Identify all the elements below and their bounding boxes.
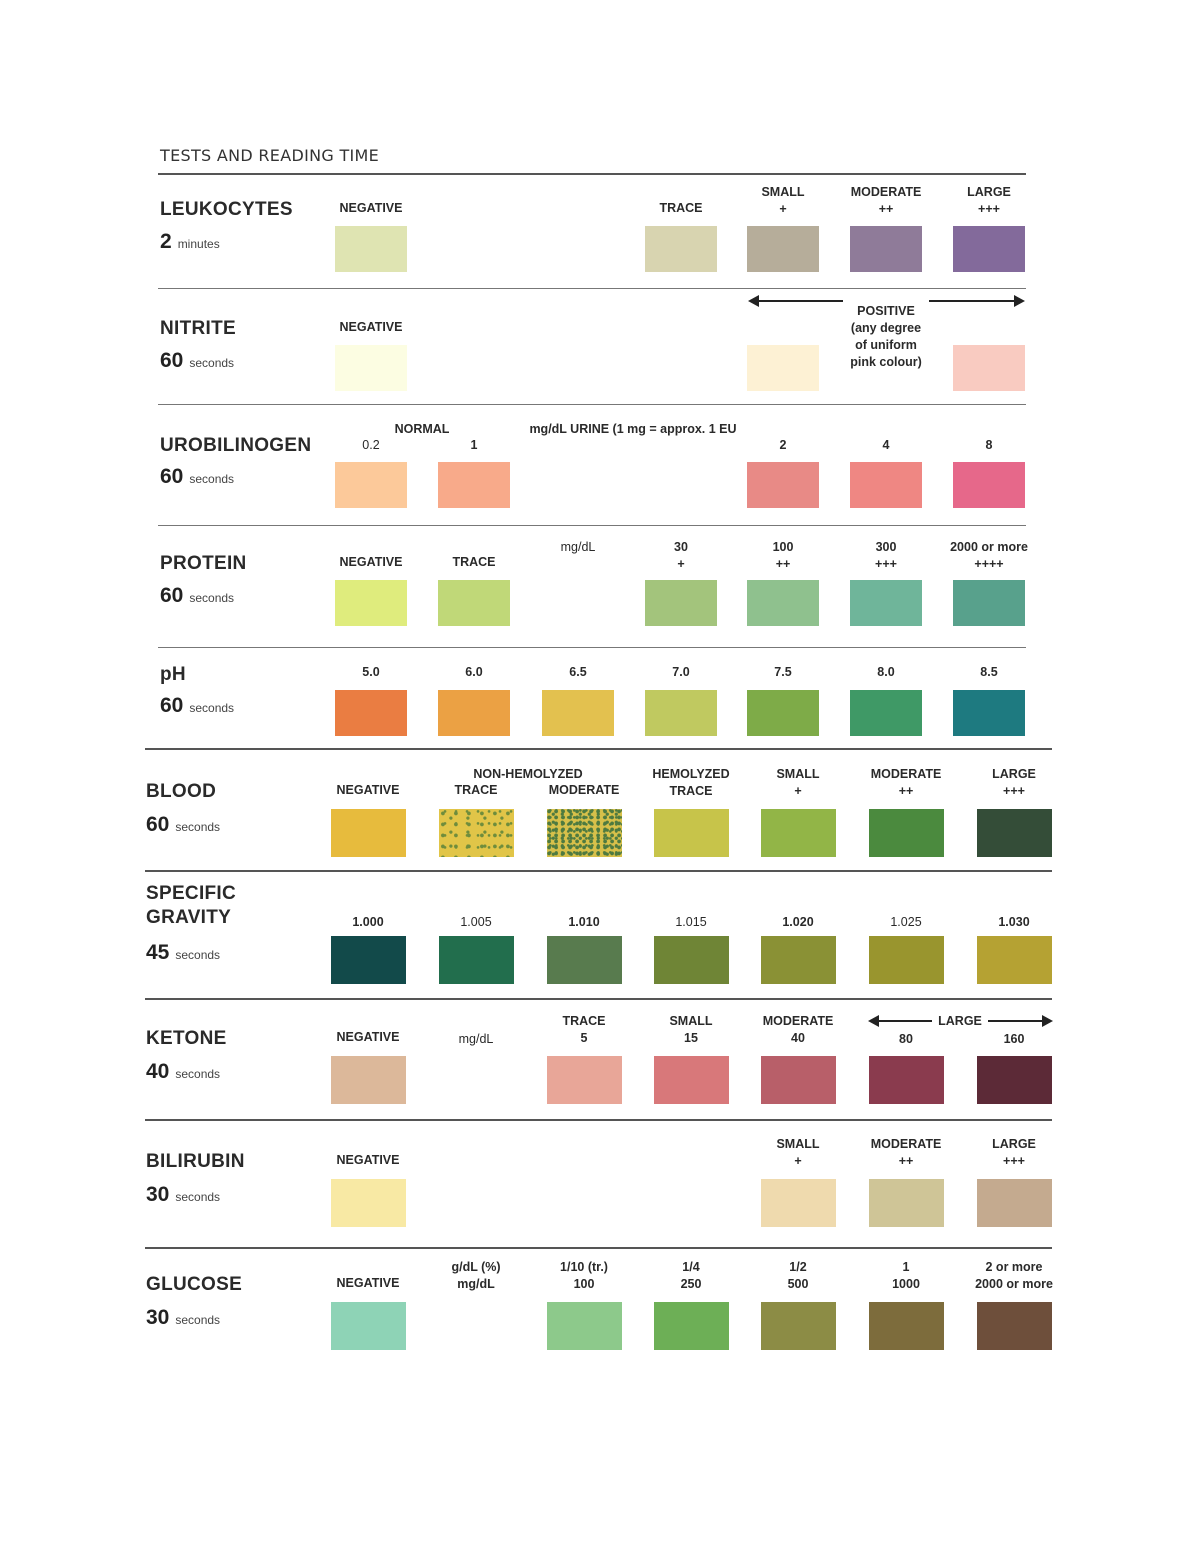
label-line: 1/4 [682, 1260, 700, 1274]
time-value: 40 [146, 1060, 170, 1083]
label-line: NORMAL [394, 422, 450, 436]
glucose-level-label [975, 1259, 1053, 1293]
label-line: 6.0 [465, 665, 483, 679]
chart-heading: TESTS AND READING TIME [160, 146, 380, 165]
bilirubin-color-swatch [761, 1179, 836, 1227]
time-value: 60 [160, 584, 184, 607]
nitrite-reading-time [160, 349, 234, 373]
label-line: MODERATE [870, 767, 942, 781]
protein-level-label [875, 539, 897, 573]
specific-gravity-level-label [568, 914, 599, 931]
blood-level-label [776, 766, 819, 800]
urobilinogen-color-swatch [438, 462, 510, 508]
leukocytes-color-swatch [645, 226, 717, 272]
test-name-line: BLOOD [146, 781, 217, 802]
ph-color-swatch [850, 690, 922, 736]
label-line: 40 [791, 1031, 805, 1045]
label-line: 7.0 [672, 665, 690, 679]
arrow-line [750, 300, 843, 302]
label-line: LARGE [967, 185, 1011, 199]
nitrite-name [160, 317, 236, 341]
glucose-reading-time [146, 1306, 220, 1330]
label-line: 7.5 [774, 665, 792, 679]
section-divider [158, 525, 1026, 526]
label-line: +++ [978, 202, 1000, 216]
specific-gravity-level-label [998, 914, 1029, 931]
protein-level-label [773, 539, 794, 573]
arrow-line [929, 300, 1023, 302]
label-line: 1/10 (tr.) [560, 1260, 608, 1274]
bilirubin-name [146, 1150, 245, 1174]
label-line: 500 [787, 1277, 809, 1291]
urobilinogen-color-swatch [335, 462, 407, 508]
label-line: ++ [775, 557, 791, 571]
label-line: MODERATE [850, 185, 922, 199]
blood-level-label [454, 782, 497, 799]
label-line: NEGATIVE [336, 1030, 400, 1044]
blood-color-swatch [654, 809, 729, 857]
urobilinogen-level-label [986, 437, 993, 454]
label-line: 5.0 [362, 665, 380, 679]
protein-level-label [561, 539, 596, 556]
label-line: 30 [674, 540, 688, 554]
urobilinogen-level-label [471, 437, 478, 454]
nitrite-level-label [850, 303, 922, 371]
blood-color-swatch [761, 809, 836, 857]
label-line: MODERATE [870, 1137, 942, 1151]
label-line: 300 [875, 540, 897, 554]
blood-level-label [337, 782, 400, 799]
label-line: TRACE [562, 1014, 606, 1028]
glucose-color-swatch [869, 1302, 944, 1350]
label-line: 4 [882, 438, 890, 452]
leukocytes-color-swatch [747, 226, 819, 272]
label-line: NEGATIVE [336, 1276, 400, 1290]
label-line: 1/2 [789, 1260, 807, 1274]
glucose-color-swatch [331, 1302, 406, 1350]
time-unit: seconds [189, 472, 235, 486]
label-line: LARGE [992, 1137, 1036, 1151]
label-line: TRACE [669, 784, 713, 798]
section-divider [145, 748, 1052, 750]
test-name-line: SPECIFIC [146, 883, 237, 904]
label-line: 80 [899, 1032, 913, 1046]
ph-level-label [465, 664, 482, 681]
urobilinogen-reading-time [160, 465, 234, 489]
leukocytes-level-label [967, 184, 1011, 218]
label-line: + [794, 784, 802, 798]
time-unit: seconds [189, 591, 235, 605]
section-divider [158, 647, 1026, 648]
protein-color-swatch [335, 580, 407, 626]
protein-name [160, 552, 247, 576]
label-line: + [677, 557, 685, 571]
label-line: pink colour) [850, 355, 922, 369]
specific-gravity-level-label [460, 914, 491, 931]
test-name-line: LEUKOCYTES [160, 199, 293, 220]
blood-reading-time [146, 813, 220, 837]
blood-level-label [549, 782, 620, 799]
label-line: mg/dL [458, 1032, 494, 1046]
specific-gravity-color-swatch [547, 936, 622, 984]
time-value: 60 [160, 465, 184, 488]
time-value: 60 [160, 349, 184, 372]
specific-gravity-color-swatch [869, 936, 944, 984]
label-line: 1.025 [890, 915, 922, 929]
section-divider [158, 173, 1026, 175]
ph-color-swatch [335, 690, 407, 736]
urobilinogen-level-label [883, 437, 890, 454]
label-line: NON-HEMOLYZED [473, 767, 583, 781]
leukocytes-level-label [761, 184, 804, 218]
protein-reading-time [160, 584, 234, 608]
blood-name [146, 780, 216, 804]
ph-color-swatch [542, 690, 614, 736]
time-unit: minutes [177, 237, 220, 251]
ketone-level-label [1004, 1031, 1025, 1048]
glucose-level-label [788, 1259, 809, 1293]
bilirubin-level-label [776, 1136, 819, 1170]
blood-level-label [992, 766, 1036, 800]
blood-level-label [473, 766, 582, 783]
protein-level-label [340, 554, 403, 571]
label-line: 6.5 [569, 665, 587, 679]
glucose-color-swatch [654, 1302, 729, 1350]
label-line: ++ [898, 784, 914, 798]
urobilinogen-level-label [395, 421, 450, 438]
urobilinogen-color-swatch [850, 462, 922, 508]
bilirubin-level-label [992, 1136, 1036, 1170]
urobilinogen-level-label [780, 437, 787, 454]
label-line: NEGATIVE [336, 783, 400, 797]
label-line: 2000 or more [975, 1277, 1053, 1291]
label-line: +++ [1003, 1154, 1025, 1168]
time-value: 60 [160, 694, 184, 717]
label-line: 1 [470, 438, 478, 452]
label-line: NEGATIVE [336, 1153, 400, 1167]
label-line: MODERATE [548, 783, 620, 797]
time-value: 2 [160, 230, 172, 253]
section-divider [145, 870, 1052, 872]
section-divider [158, 404, 1026, 405]
ph-color-swatch [747, 690, 819, 736]
leukocytes-level-label [340, 200, 403, 217]
label-line: SMALL [761, 185, 805, 199]
label-line: 5 [580, 1031, 588, 1045]
urobilinogen-name [160, 434, 311, 458]
leukocytes-color-swatch [335, 226, 407, 272]
ketone-level-label [938, 1013, 982, 1030]
test-name-line: pH [160, 664, 186, 685]
ketone-color-swatch [654, 1056, 729, 1104]
ketone-level-label [562, 1013, 605, 1047]
glucose-level-label [560, 1259, 608, 1293]
protein-color-swatch [645, 580, 717, 626]
ph-level-label [672, 664, 689, 681]
time-unit: seconds [175, 1190, 221, 1204]
label-line: TRACE [659, 201, 703, 215]
ketone-color-swatch [331, 1056, 406, 1104]
time-unit: seconds [175, 1067, 221, 1081]
label-line: TRACE [452, 555, 496, 569]
label-line: of uniform [855, 338, 917, 352]
protein-color-swatch [953, 580, 1025, 626]
time-value: 60 [146, 813, 170, 836]
protein-level-label [452, 554, 495, 571]
label-line: 1.015 [675, 915, 707, 929]
ph-level-label [980, 664, 997, 681]
label-line: mg/dL [457, 1277, 495, 1291]
label-line: 2000 or more [950, 540, 1028, 554]
ketone-color-swatch [869, 1056, 944, 1104]
test-name-line: NITRITE [160, 318, 236, 339]
specific-gravity-color-swatch [439, 936, 514, 984]
specific-gravity-level-label [782, 914, 813, 931]
label-line: ++ [898, 1154, 914, 1168]
test-name-line: GLUCOSE [146, 1274, 243, 1295]
time-unit: seconds [189, 356, 235, 370]
blood-level-label [652, 766, 729, 800]
label-line: SMALL [669, 1014, 713, 1028]
ketone-level-label [459, 1031, 494, 1048]
ph-color-swatch [438, 690, 510, 736]
time-value: 30 [146, 1183, 170, 1206]
label-line: LARGE [992, 767, 1036, 781]
label-line: 2 [779, 438, 787, 452]
label-line: 15 [684, 1031, 698, 1045]
glucose-level-label [451, 1259, 500, 1293]
label-line: mg/dL URINE (1 mg = approx. 1 EU [529, 422, 737, 436]
label-line: 0.2 [362, 438, 380, 452]
protein-color-swatch [438, 580, 510, 626]
nitrite-color-swatch [953, 345, 1025, 391]
bilirubin-reading-time [146, 1183, 220, 1207]
leukocytes-level-label [851, 184, 922, 218]
leukocytes-color-swatch [850, 226, 922, 272]
leukocytes-color-swatch [953, 226, 1025, 272]
test-name-line: UROBILINOGEN [160, 435, 312, 456]
label-line: 8.0 [877, 665, 895, 679]
test-name-line: GRAVITY [146, 907, 232, 928]
ph-level-label [877, 664, 894, 681]
urobilinogen-level-label [362, 437, 379, 454]
label-line: mg/dL [560, 540, 596, 554]
protein-level-label [674, 539, 688, 573]
blood-color-swatch [331, 809, 406, 857]
label-line: LARGE [938, 1014, 982, 1028]
time-unit: seconds [189, 701, 235, 715]
ketone-color-swatch [547, 1056, 622, 1104]
label-line: 2 or more [985, 1260, 1043, 1274]
nitrite-color-swatch [747, 345, 819, 391]
glucose-name [146, 1273, 242, 1297]
section-divider [145, 1247, 1052, 1249]
section-divider [145, 998, 1052, 1000]
nitrite-color-swatch [335, 345, 407, 391]
bilirubin-color-swatch [869, 1179, 944, 1227]
label-line: 1.005 [460, 915, 492, 929]
label-line: MODERATE [762, 1014, 834, 1028]
label-line: ++ [878, 202, 894, 216]
label-line: 1.010 [568, 915, 600, 929]
label-line: 160 [1003, 1032, 1025, 1046]
label-line: NEGATIVE [339, 320, 403, 334]
specific-gravity-color-swatch [654, 936, 729, 984]
bilirubin-level-label [871, 1136, 942, 1170]
label-line: SMALL [776, 1137, 820, 1151]
blood-color-swatch [439, 809, 514, 857]
specific-gravity-color-swatch [331, 936, 406, 984]
time-value: 45 [146, 941, 170, 964]
time-unit: seconds [175, 820, 221, 834]
ph-level-label [569, 664, 586, 681]
label-line: NEGATIVE [339, 555, 403, 569]
ketone-color-swatch [977, 1056, 1052, 1104]
ph-level-label [362, 664, 379, 681]
label-line: 8.5 [980, 665, 998, 679]
specific-gravity-level-label [675, 914, 706, 931]
blood-color-swatch [547, 809, 622, 857]
ketone-reading-time [146, 1060, 220, 1084]
leukocytes-name [160, 198, 293, 222]
time-unit: seconds [175, 1313, 221, 1327]
ph-level-label [774, 664, 791, 681]
protein-color-swatch [850, 580, 922, 626]
arrow-line [988, 1020, 1051, 1022]
test-name-line: KETONE [146, 1028, 227, 1049]
label-line: POSITIVE [857, 304, 915, 318]
label-line: (any degree [850, 321, 922, 335]
label-line: 1 [902, 1260, 910, 1274]
ketone-level-label [337, 1029, 400, 1046]
label-line: 1.000 [352, 915, 384, 929]
label-line: HEMOLYZED [652, 767, 730, 781]
ketone-level-label [669, 1013, 712, 1047]
label-line: +++ [1003, 784, 1025, 798]
test-name-line: PROTEIN [160, 553, 247, 574]
label-line: 1.030 [998, 915, 1030, 929]
glucose-level-label [892, 1259, 920, 1293]
label-line: 1.020 [782, 915, 814, 929]
ketone-name [146, 1027, 227, 1051]
time-unit: seconds [175, 948, 221, 962]
glucose-color-swatch [977, 1302, 1052, 1350]
test-name-line: BILIRUBIN [146, 1151, 245, 1172]
ketone-color-swatch [761, 1056, 836, 1104]
bilirubin-color-swatch [331, 1179, 406, 1227]
specific-gravity-color-swatch [761, 936, 836, 984]
ph-color-swatch [953, 690, 1025, 736]
label-line: 1000 [892, 1277, 920, 1291]
section-divider [145, 1119, 1052, 1121]
urobilinogen-color-swatch [953, 462, 1025, 508]
arrow-line [870, 1020, 932, 1022]
urobilinogen-level-label [529, 421, 736, 438]
ketone-level-label [763, 1013, 834, 1047]
section-divider [158, 288, 1026, 289]
label-line: + [794, 1154, 802, 1168]
label-line: 100 [772, 540, 794, 554]
specific-gravity-level-label [890, 914, 921, 931]
nitrite-level-label [340, 319, 403, 336]
urobilinogen-color-swatch [747, 462, 819, 508]
specific-gravity-color-swatch [977, 936, 1052, 984]
protein-level-label [950, 539, 1028, 573]
ph-color-swatch [645, 690, 717, 736]
glucose-level-label [337, 1275, 400, 1292]
glucose-color-swatch [761, 1302, 836, 1350]
bilirubin-level-label [337, 1152, 400, 1169]
glucose-color-swatch [547, 1302, 622, 1350]
label-line: g/dL (%) [451, 1260, 501, 1274]
specific-gravity-reading-time [146, 941, 220, 965]
label-line: TRACE [454, 783, 498, 797]
leukocytes-level-label [659, 200, 702, 217]
label-line: 8 [985, 438, 993, 452]
ph-reading-time [160, 694, 234, 718]
label-line: 100 [573, 1277, 595, 1291]
label-line: NEGATIVE [339, 201, 403, 215]
label-line: 250 [680, 1277, 702, 1291]
bilirubin-color-swatch [977, 1179, 1052, 1227]
label-line: +++ [875, 557, 897, 571]
specific-gravity-name [146, 882, 236, 930]
ketone-level-label [899, 1031, 913, 1048]
time-value: 30 [146, 1306, 170, 1329]
protein-color-swatch [747, 580, 819, 626]
blood-color-swatch [977, 809, 1052, 857]
label-line: ++++ [974, 557, 1004, 571]
specific-gravity-level-label [352, 914, 383, 931]
glucose-level-label [681, 1259, 702, 1293]
label-line: SMALL [776, 767, 820, 781]
blood-level-label [871, 766, 942, 800]
blood-color-swatch [869, 809, 944, 857]
leukocytes-reading-time [160, 230, 220, 254]
label-line: + [779, 202, 787, 216]
ph-name [160, 663, 186, 687]
